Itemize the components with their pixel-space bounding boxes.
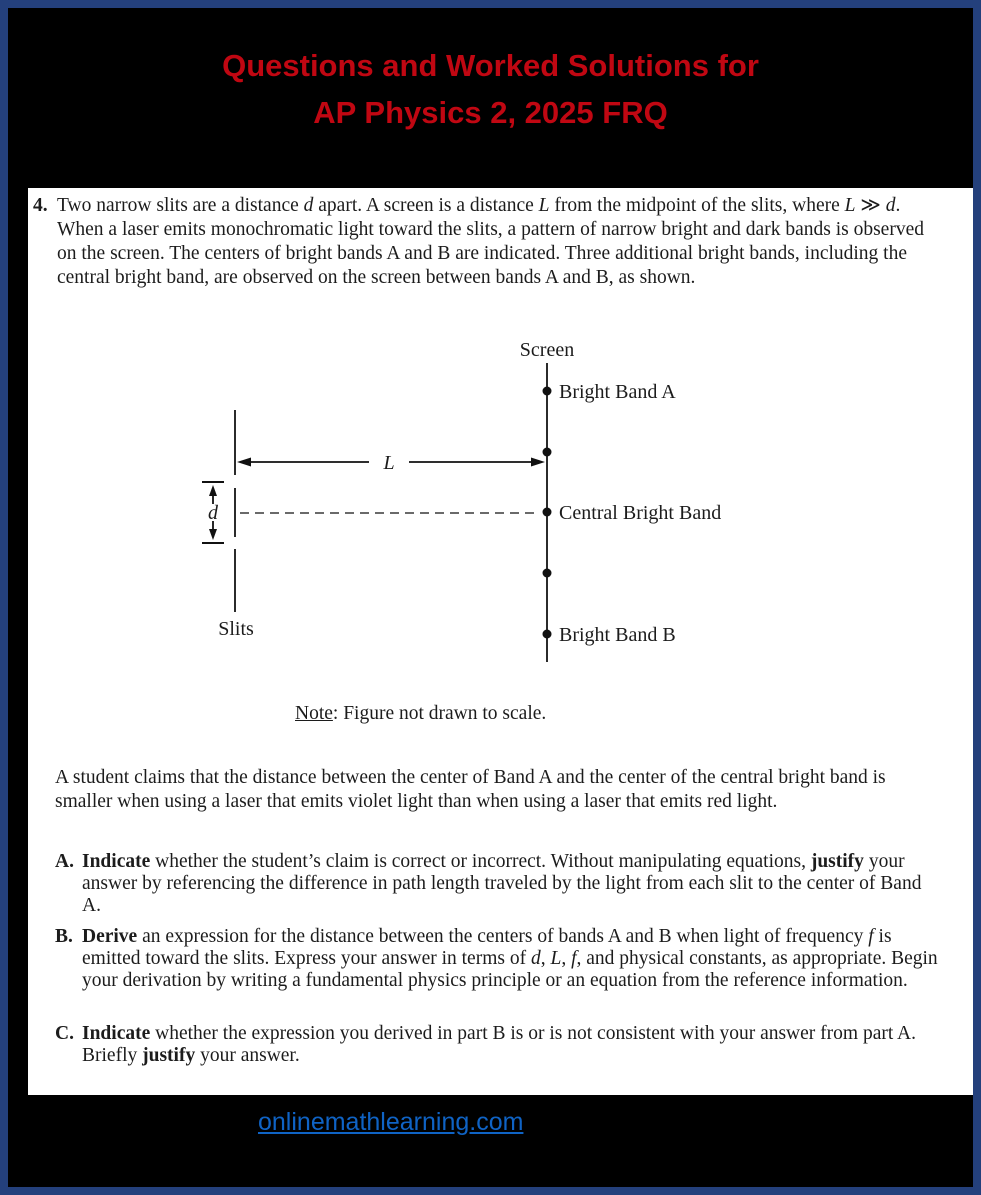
bright-band-a-dot [543, 387, 552, 396]
question-text: Two narrow slits are a distance d apart. A screen is a distance L from the midpoint of the slits, where L ≫ d. When a laser emits monochromatic light toward the slits, a pattern of narrow bright and dark bands is observed on the screen. The centers of bright bands A and B are indicated. Three additional bright bands, including the central bright band, are observed on the screen between bands A and B, as shown. [57, 195, 924, 288]
question-number: 4. [33, 195, 48, 216]
bright-band-dot-unlabeled-1 [543, 448, 552, 457]
bright-band-b-label: Bright Band B [559, 624, 676, 646]
slits-label: Slits [218, 618, 254, 640]
title-line-2: AP Physics 2, 2025 FRQ [313, 95, 668, 130]
double-slit-diagram [28, 330, 973, 680]
claim-paragraph: A student claims that the distance between the center of Band A and the center of the central bright band is smaller when using a laser that emits violet light than when using a laser that emits red light. [55, 767, 886, 812]
central-bright-band-dot [543, 508, 552, 517]
question-paragraph [33, 194, 939, 290]
title-line-1: Questions and Worked Solutions for [222, 48, 759, 83]
part-c-label: C. [55, 1023, 74, 1044]
part-c-text: Indicate whether the expression you derived in part B is or is not consistent with your answer from part A. Briefly justify your answer. [82, 1023, 917, 1066]
bright-band-dot-unlabeled-2 [543, 569, 552, 578]
part-c [55, 1023, 943, 1067]
bright-band-a-label: Bright Band A [559, 381, 676, 403]
central-bright-band-label: Central Bright Band [559, 502, 722, 524]
distance-d-label: d [208, 502, 218, 524]
bright-band-b-dot [543, 630, 552, 639]
part-b-label: B. [55, 926, 73, 947]
page-title [8, 42, 973, 136]
onlinemathlearning-link[interactable]: onlinemathlearning.com [258, 1108, 524, 1136]
part-a-text: Indicate whether the student’s claim is correct or incorrect. Without manipulating equations, justify your answer by referencing the difference in path length traveled by the light from each slit to the center of Band A. [82, 851, 922, 916]
distance-l-label: L [383, 452, 395, 474]
note-line: Note: Figure not drawn to scale. [295, 703, 547, 724]
part-a [55, 851, 943, 917]
question-card [28, 188, 973, 1095]
part-b-text: Derive an expression for the distance between the centers of bands A and B when light of frequency f is emitted toward the slits. Express your answer in terms of d, L, f, and physical constants, as appropriate. Begin your derivation by writing a fundamental physics principle or an equation from the reference information. [82, 926, 938, 991]
screen-label: Screen [519, 339, 575, 361]
part-a-label: A. [55, 851, 74, 872]
part-b [55, 926, 943, 992]
